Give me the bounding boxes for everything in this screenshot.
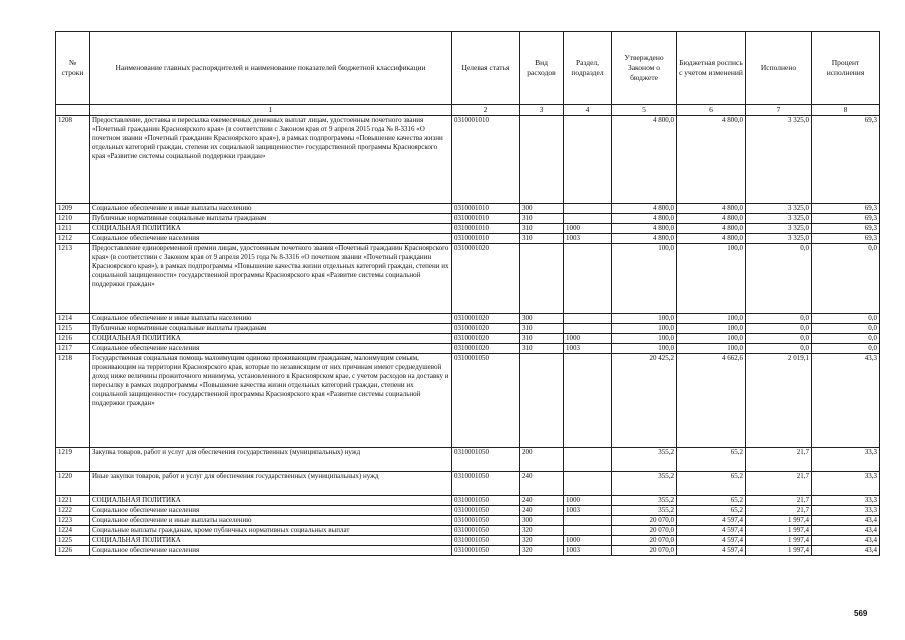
row-executed: 21,7 <box>746 472 812 496</box>
row-name: Социальное обеспечение и иные выплаты населению <box>90 516 452 526</box>
header-num-8: 8 <box>812 105 880 116</box>
row-percent: 0,0 <box>812 324 880 334</box>
row-target-article: 0310001050 <box>452 354 520 448</box>
row-approved: 355,2 <box>612 472 677 496</box>
header-percent: Процент исполнения <box>812 32 880 105</box>
row-percent: 0,0 <box>812 334 880 344</box>
header-name: Наименование главных распорядителей и наименование показателей бюджетной классификации <box>90 32 452 105</box>
row-section <box>564 204 612 214</box>
row-name: Социальные выплаты гражданам, кроме публичных нормативных социальных выплат <box>90 526 452 536</box>
row-section: 1003 <box>564 344 612 354</box>
table-row <box>56 324 880 334</box>
row-executed: 21,7 <box>746 496 812 506</box>
row-percent: 69,3 <box>812 116 880 204</box>
row-expense-type: 310 <box>520 214 564 224</box>
row-approved: 355,2 <box>612 496 677 506</box>
row-number: 1226 <box>56 546 90 556</box>
header-executed: Исполнено <box>746 32 812 105</box>
header-section: Раздел, подраздел <box>564 32 612 105</box>
row-name: Социальное обеспечение населения <box>90 506 452 516</box>
table-row <box>56 354 880 448</box>
row-number: 1223 <box>56 516 90 526</box>
row-budget-schedule: 4 800,0 <box>677 116 746 204</box>
row-approved: 20 425,2 <box>612 354 677 448</box>
row-name: Социальное обеспечение и иные выплаты населению <box>90 314 452 324</box>
row-target-article: 0310001010 <box>452 116 520 204</box>
row-section: 1003 <box>564 546 612 556</box>
header-approved: Утверждено Законом о бюджете <box>612 32 677 105</box>
table-row <box>56 334 880 344</box>
row-budget-schedule: 65,2 <box>677 496 746 506</box>
row-number: 1213 <box>56 244 90 314</box>
table-row <box>56 546 880 556</box>
row-expense-type: 310 <box>520 344 564 354</box>
row-expense-type: 300 <box>520 314 564 324</box>
row-section <box>564 214 612 224</box>
row-name: Социальное обеспечение и иные выплаты населению <box>90 204 452 214</box>
row-percent: 43,4 <box>812 516 880 526</box>
header-num-7: 7 <box>746 105 812 116</box>
row-name: Социальное обеспечение населения <box>90 344 452 354</box>
row-approved: 100,0 <box>612 344 677 354</box>
row-number: 1215 <box>56 324 90 334</box>
row-number: 1212 <box>56 234 90 244</box>
row-number: 1216 <box>56 334 90 344</box>
row-target-article: 0310001050 <box>452 546 520 556</box>
row-executed: 2 019,1 <box>746 354 812 448</box>
row-section: 1000 <box>564 536 612 546</box>
row-approved: 100,0 <box>612 334 677 344</box>
row-name: Предоставление, доставка и пересылка ежемесячных денежных выплат лицам, удостоенным почетного звания «Почетный гражданин Красноярского края» (в соответствии с Законом края от 9 апреля 2015 года № 8-3316 «О почетном звании «Почетный гражданин Красноярского края»), в рамках подпрограммы «Повышение качества жизни отдельных категорий граждан, степени их социальной защищенности» государственной программы Красноярского края «Развитие системы социальной поддержки граждан» <box>90 116 452 204</box>
row-target-article: 0310001010 <box>452 204 520 214</box>
row-target-article: 0310001010 <box>452 214 520 224</box>
row-target-article: 0310001020 <box>452 314 520 324</box>
row-section <box>564 324 612 334</box>
table-row <box>56 496 880 506</box>
row-budget-schedule: 4 800,0 <box>677 204 746 214</box>
header-num-0 <box>56 105 90 116</box>
row-number: 1218 <box>56 354 90 448</box>
row-number: 1221 <box>56 496 90 506</box>
row-percent: 69,3 <box>812 234 880 244</box>
row-target-article: 0310001050 <box>452 516 520 526</box>
row-name: Предоставление единовременной премии лицам, удостоенным почетного звания «Почетный гражданин Красноярского края» (в соответствии с Законом края от 9 апреля 2015 года № 8-3316 «О почетном звании «Почетный гражданин Красноярского края»), в рамках подпрограммы «Повышение качества жизни отдельных категорий граждан, степени их социальной защищенности» государственной программы Красноярского края «Развитие системы социальной поддержки граждан» <box>90 244 452 314</box>
row-expense-type: 310 <box>520 224 564 234</box>
row-expense-type: 310 <box>520 334 564 344</box>
row-approved: 20 070,0 <box>612 526 677 536</box>
row-expense-type <box>520 354 564 448</box>
header-target-article: Целевая статья <box>452 32 520 105</box>
row-executed: 1 997,4 <box>746 536 812 546</box>
table-row <box>56 314 880 324</box>
row-target-article: 0310001020 <box>452 344 520 354</box>
row-number: 1209 <box>56 204 90 214</box>
row-percent: 69,3 <box>812 224 880 234</box>
row-target-article: 0310001050 <box>452 448 520 472</box>
table-row <box>56 516 880 526</box>
row-budget-schedule: 100,0 <box>677 344 746 354</box>
row-section <box>564 526 612 536</box>
row-section: 1003 <box>564 234 612 244</box>
table-row <box>56 344 880 354</box>
row-executed: 0,0 <box>746 324 812 334</box>
row-budget-schedule: 100,0 <box>677 244 746 314</box>
row-section <box>564 116 612 204</box>
row-target-article: 0310001050 <box>452 506 520 516</box>
row-name: Социальное обеспечение населения <box>90 234 452 244</box>
row-budget-schedule: 65,2 <box>677 448 746 472</box>
row-budget-schedule: 100,0 <box>677 324 746 334</box>
row-percent: 33,3 <box>812 448 880 472</box>
header-num-3: 3 <box>520 105 564 116</box>
row-percent: 43,4 <box>812 526 880 536</box>
row-number: 1217 <box>56 344 90 354</box>
row-budget-schedule: 4 597,4 <box>677 516 746 526</box>
table-row <box>56 526 880 536</box>
row-budget-schedule: 4 597,4 <box>677 546 746 556</box>
row-number: 1210 <box>56 214 90 224</box>
row-percent: 0,0 <box>812 344 880 354</box>
row-section <box>564 314 612 324</box>
row-expense-type: 240 <box>520 506 564 516</box>
table-row <box>56 536 880 546</box>
row-approved: 100,0 <box>612 244 677 314</box>
row-approved: 20 070,0 <box>612 516 677 526</box>
row-section <box>564 472 612 496</box>
row-approved: 100,0 <box>612 324 677 334</box>
row-percent: 43,4 <box>812 536 880 546</box>
row-section <box>564 448 612 472</box>
row-expense-type: 310 <box>520 234 564 244</box>
row-expense-type: 200 <box>520 448 564 472</box>
header-row <box>56 32 880 105</box>
table-row <box>56 234 880 244</box>
header-num-2: 2 <box>452 105 520 116</box>
header-row-number: № строки <box>56 32 90 105</box>
page-number: 569 <box>854 609 868 618</box>
row-expense-type <box>520 244 564 314</box>
row-percent: 33,3 <box>812 506 880 516</box>
row-target-article: 0310001050 <box>452 526 520 536</box>
row-budget-schedule: 4 597,4 <box>677 536 746 546</box>
row-executed: 0,0 <box>746 334 812 344</box>
row-approved: 4 800,0 <box>612 224 677 234</box>
row-target-article: 0310001050 <box>452 536 520 546</box>
row-name: Социальное обеспечение населения <box>90 546 452 556</box>
table-row <box>56 224 880 234</box>
table-row <box>56 506 880 516</box>
row-expense-type <box>520 116 564 204</box>
row-executed: 3 325,0 <box>746 204 812 214</box>
header-num-4: 4 <box>564 105 612 116</box>
row-expense-type: 320 <box>520 536 564 546</box>
table-row <box>56 204 880 214</box>
row-percent: 0,0 <box>812 244 880 314</box>
row-expense-type: 300 <box>520 204 564 214</box>
row-name: СОЦИАЛЬНАЯ ПОЛИТИКА <box>90 496 452 506</box>
row-budget-schedule: 4 800,0 <box>677 234 746 244</box>
row-percent: 43,4 <box>812 546 880 556</box>
row-target-article: 0310001050 <box>452 472 520 496</box>
row-section: 1003 <box>564 506 612 516</box>
row-name: Публичные нормативные социальные выплаты гражданам <box>90 214 452 224</box>
header-budget-schedule: Бюджетная роспись с учетом изменений <box>677 32 746 105</box>
row-executed: 3 325,0 <box>746 234 812 244</box>
header-num-1: 1 <box>90 105 452 116</box>
row-section <box>564 244 612 314</box>
row-executed: 0,0 <box>746 244 812 314</box>
row-executed: 0,0 <box>746 314 812 324</box>
row-expense-type: 300 <box>520 516 564 526</box>
row-section: 1000 <box>564 224 612 234</box>
header-number-row <box>56 105 880 116</box>
row-number: 1222 <box>56 506 90 516</box>
row-section <box>564 354 612 448</box>
row-percent: 69,3 <box>812 204 880 214</box>
row-target-article: 0310001020 <box>452 324 520 334</box>
row-percent: 0,0 <box>812 314 880 324</box>
row-percent: 33,3 <box>812 496 880 506</box>
row-budget-schedule: 4 800,0 <box>677 224 746 234</box>
row-name: СОЦИАЛЬНАЯ ПОЛИТИКА <box>90 536 452 546</box>
row-approved: 4 800,0 <box>612 234 677 244</box>
row-budget-schedule: 100,0 <box>677 334 746 344</box>
row-approved: 4 800,0 <box>612 204 677 214</box>
row-budget-schedule: 100,0 <box>677 314 746 324</box>
row-name: Публичные нормативные социальные выплаты гражданам <box>90 324 452 334</box>
row-number: 1225 <box>56 536 90 546</box>
row-section: 1000 <box>564 496 612 506</box>
row-section: 1000 <box>564 334 612 344</box>
row-name: СОЦИАЛЬНАЯ ПОЛИТИКА <box>90 224 452 234</box>
row-expense-type: 240 <box>520 472 564 496</box>
row-executed: 1 997,4 <box>746 546 812 556</box>
row-number: 1214 <box>56 314 90 324</box>
row-budget-schedule: 4 662,6 <box>677 354 746 448</box>
row-executed: 21,7 <box>746 506 812 516</box>
row-section <box>564 516 612 526</box>
row-approved: 4 800,0 <box>612 214 677 224</box>
row-approved: 355,2 <box>612 448 677 472</box>
row-budget-schedule: 4 597,4 <box>677 526 746 536</box>
row-executed: 1 997,4 <box>746 526 812 536</box>
row-budget-schedule: 65,2 <box>677 472 746 496</box>
row-executed: 3 325,0 <box>746 116 812 204</box>
row-budget-schedule: 65,2 <box>677 506 746 516</box>
row-name: СОЦИАЛЬНАЯ ПОЛИТИКА <box>90 334 452 344</box>
row-target-article: 0310001010 <box>452 224 520 234</box>
row-budget-schedule: 4 800,0 <box>677 214 746 224</box>
row-number: 1224 <box>56 526 90 536</box>
row-number: 1220 <box>56 472 90 496</box>
row-expense-type: 240 <box>520 496 564 506</box>
budget-execution-table <box>55 31 880 556</box>
row-approved: 20 070,0 <box>612 536 677 546</box>
row-name: Иные закупки товаров, работ и услуг для обеспечения государственных (муниципальных) нужд <box>90 472 452 496</box>
row-executed: 21,7 <box>746 448 812 472</box>
row-name: Закупка товаров, работ и услуг для обеспечения государственных (муниципальных) нужд <box>90 448 452 472</box>
row-target-article: 0310001050 <box>452 496 520 506</box>
header-expense-type: Вид расходов <box>520 32 564 105</box>
row-number: 1208 <box>56 116 90 204</box>
row-percent: 33,3 <box>812 472 880 496</box>
row-executed: 3 325,0 <box>746 214 812 224</box>
table-body <box>56 116 880 556</box>
row-expense-type: 310 <box>520 324 564 334</box>
row-approved: 355,2 <box>612 506 677 516</box>
row-target-article: 0310001020 <box>452 334 520 344</box>
row-approved: 100,0 <box>612 314 677 324</box>
row-expense-type: 320 <box>520 546 564 556</box>
row-executed: 1 997,4 <box>746 516 812 526</box>
row-approved: 4 800,0 <box>612 116 677 204</box>
row-percent: 43,3 <box>812 354 880 448</box>
row-executed: 3 325,0 <box>746 224 812 234</box>
header-num-5: 5 <box>612 105 677 116</box>
row-expense-type: 320 <box>520 526 564 536</box>
header-num-6: 6 <box>677 105 746 116</box>
table-row <box>56 214 880 224</box>
table-row <box>56 472 880 496</box>
row-target-article: 0310001020 <box>452 244 520 314</box>
table-row <box>56 244 880 314</box>
row-approved: 20 070,0 <box>612 546 677 556</box>
row-number: 1219 <box>56 448 90 472</box>
table-row <box>56 116 880 204</box>
row-number: 1211 <box>56 224 90 234</box>
table-row <box>56 448 880 472</box>
row-name: Государственная социальная помощь малоимущим одиноко проживающим гражданам, малоимущим семьям, проживающим на территории Красноярского края, которые по независящим от них причинам имеют среднедушевой доход ниже величины прожиточного минимума, установленного в Красноярском крае, с учетом расходов на доставку и пересылку в рамках подпрограммы «Повышение качества жизни отдельных категорий граждан, степени их социальной защищенности» государственной программы Красноярского края «Развитие системы социальной поддержки граждан» <box>90 354 452 448</box>
row-percent: 69,3 <box>812 214 880 224</box>
row-target-article: 0310001010 <box>452 234 520 244</box>
row-executed: 0,0 <box>746 344 812 354</box>
